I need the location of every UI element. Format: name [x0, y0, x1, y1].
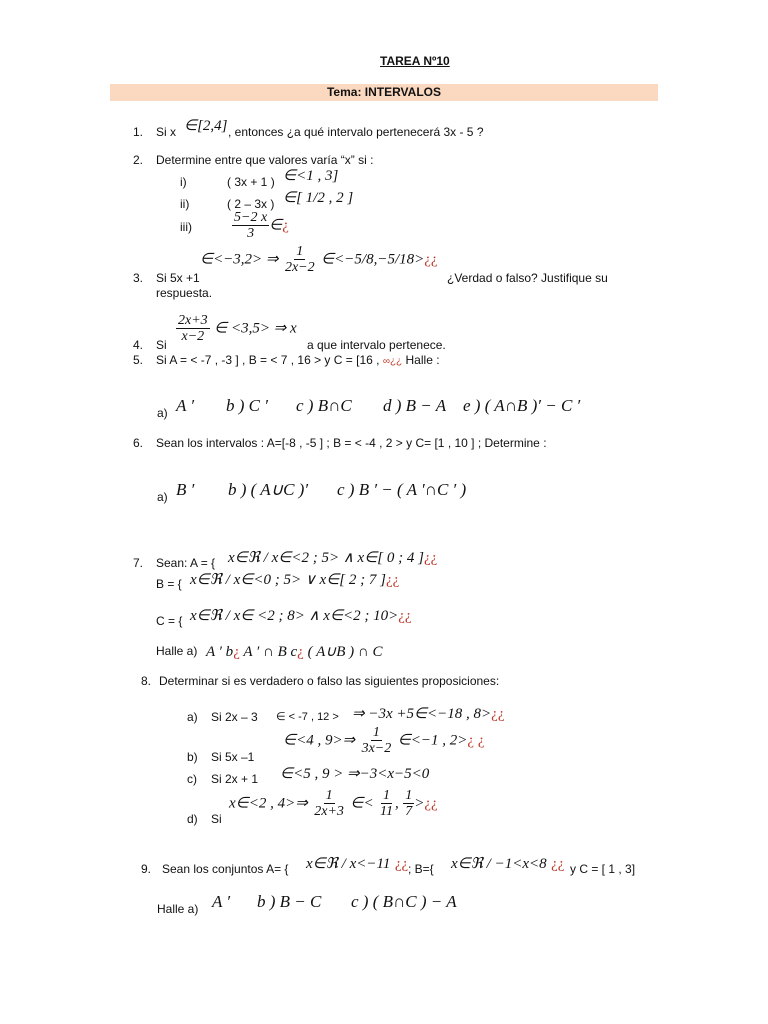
q7-c-pre: C = {	[156, 614, 183, 628]
q6-item-a: B ′	[176, 480, 195, 499]
q9-b-expr: x∈ℜ / −1<x<8	[451, 856, 547, 872]
comma: ,	[395, 795, 399, 812]
q2-ii-label: ii)	[180, 197, 190, 211]
q6-item-c: c ) B ′ − ( A ′∩C ′ )	[337, 480, 467, 499]
q7-halle: Halle a)	[156, 644, 198, 658]
q8-d-label: d)	[187, 812, 198, 826]
q8-b-fraction	[360, 725, 394, 756]
q5-item-d: d ) B − A	[383, 396, 447, 415]
theme-band	[110, 84, 658, 101]
garbled-glyph: ¿¿	[398, 608, 412, 624]
q9-item-a: A ′	[212, 892, 231, 911]
q5-a-label: a)	[157, 406, 168, 420]
garbled-glyph: ¿¿	[394, 856, 409, 872]
q2-ii-expr: ( 2 – 3x )	[227, 197, 275, 211]
q3-fraction	[283, 244, 317, 275]
q7-c-expr: x∈ℜ / x∈ <2 ; 8> ∧ x∈<2 ; 10>	[190, 608, 399, 624]
page-title: TAREA Nº10	[380, 54, 450, 68]
q9-item-c: c ) ( B∩C ) − A	[351, 892, 457, 911]
q4-fraction	[176, 313, 210, 344]
q7-halle-part2: A ′ ∩ B c	[239, 644, 298, 660]
q8-a-expr: ⇒ −3x +5∈<−18 , 8>	[352, 706, 492, 722]
q8-d-pre: Si	[211, 812, 222, 826]
q2-iii-expr	[232, 210, 289, 241]
fraction-numerator: 1	[383, 788, 391, 803]
q3-expr-b: ∈<−5/8,−5/18>	[321, 251, 425, 268]
fraction-numerator: 1	[325, 788, 333, 803]
q5-item-c: c ) B∩C	[296, 396, 352, 415]
q4-formula	[176, 313, 297, 344]
q7-halle-expr	[206, 642, 382, 661]
q2-i-expr: ( 3x + 1 )	[227, 175, 275, 189]
fraction-denominator: x−2	[181, 329, 205, 344]
fraction-denominator: 3	[247, 226, 255, 241]
garbled-glyph: ¿ ¿	[467, 732, 485, 749]
q7-a-set	[228, 548, 437, 567]
q1-number: 1.	[133, 125, 144, 139]
q2-text: Determine entre que valores varía “x” si :	[156, 153, 374, 167]
q5-item-b: b ) C ′	[226, 396, 268, 415]
garbled-glyph: ¿¿	[424, 251, 438, 268]
q5-item-e: e ) ( A∩B )′ − C ′	[463, 396, 581, 415]
q9-halle: Halle a)	[157, 902, 199, 916]
q4-expr: ∈ <3,5> ⇒ x	[214, 320, 297, 337]
q2-ii-set: ∈[ 1/2 , 2 ]	[283, 190, 354, 206]
theme-title: Tema: INTERVALOS	[326, 85, 442, 99]
q2-i-set: ∈<1 , 3]	[283, 168, 339, 184]
garbled-glyph: ¿	[297, 644, 304, 660]
q2-iii-fraction	[232, 210, 269, 241]
q8-c-expr: ∈<5 , 9 > ⇒−3<x−5<0	[280, 766, 430, 782]
q7-a-expr: x∈ℜ / x∈<2 ; 5> ∧ x∈[ 0 ; 4 ]	[228, 550, 424, 566]
q1-set: ∈[2,4]	[184, 118, 228, 134]
garbled-glyph: ∞¿¿	[382, 356, 403, 367]
q8-text: Determinar si es verdadero o falso las siguientes proposiciones:	[159, 674, 500, 688]
q9-mid: ; B={	[408, 862, 434, 876]
q7-a-pre: Sean: A = {	[156, 556, 216, 570]
q8-c-label: c)	[187, 772, 197, 786]
q7-b-set	[190, 570, 399, 589]
q3-expr-a: ∈<−3,2> ⇒	[200, 251, 279, 268]
q6-number: 6.	[133, 436, 144, 450]
fraction-denominator: 2x−2	[284, 260, 315, 275]
q8-number: 8.	[141, 674, 152, 688]
garbled-glyph: ¿¿	[424, 795, 438, 812]
q5-text	[156, 353, 440, 367]
q8-b-expr2: ∈<−1 , 2>	[397, 732, 468, 749]
fraction-denominator: 11	[380, 804, 393, 819]
q5-number: 5.	[133, 353, 144, 367]
q4-pre: Si	[156, 338, 167, 352]
element-of: ∈	[269, 217, 283, 234]
q8-a-pre: Si 2x – 3	[211, 710, 258, 724]
q8-b-pre: Si 5x –1	[211, 750, 255, 764]
q3-pre: Si 5x +1	[156, 271, 200, 285]
q9-post: y C = [ 1 , 3]	[570, 862, 636, 876]
garbled-glyph: ¿¿	[491, 706, 505, 722]
q7-b-expr: x∈ℜ / x∈<0 ; 5> ∨ x∈[ 2 ; 7 ]	[190, 572, 386, 588]
q6-text: Sean los intervalos : A=[-8 , -5 ] ; B = < -4 , 2 > y C= [1 , 10 ] ; Determine :	[156, 436, 547, 450]
q9-number: 9.	[141, 862, 152, 876]
q6-item-b: b ) ( A∪C )′	[228, 480, 309, 499]
q9-b-set	[451, 854, 564, 873]
q5-sets: Si A = < -7 , -3 ] , B = < 7 , 16 > y C = [16 ,	[156, 353, 380, 367]
q9-a-expr: x∈ℜ / x<−11	[306, 856, 391, 872]
q8-d-formula	[229, 788, 438, 819]
q6-a-label: a)	[157, 490, 168, 504]
q3-number: 3.	[133, 271, 144, 285]
garbled-glyph: ¿¿	[423, 550, 438, 566]
q8-d-expr3: >	[414, 795, 425, 812]
q4-post: a que intervalo pertenece.	[307, 338, 446, 352]
q3-question: ¿Verdad o falso? Justifique su	[447, 271, 608, 285]
q7-halle-part3: ( A∪B ) ∩ C	[303, 644, 383, 660]
fraction-numerator: 2x+3	[178, 313, 208, 328]
q8-d-expr2: ∈<	[350, 795, 374, 812]
q1-text: , entonces ¿a qué intervalo pertenecerá 3x - 5 ?	[228, 125, 484, 139]
q3-formula	[200, 244, 438, 275]
q5-item-a: A ′	[176, 396, 195, 415]
fraction-numerator: 1	[372, 725, 380, 740]
fraction-numerator: 1	[296, 244, 304, 259]
q9-a-set	[306, 854, 408, 873]
garbled-glyph: ¿	[282, 217, 289, 234]
q8-a-set: ∈ < -7 , 12 >	[276, 711, 339, 723]
q8-a-formula	[352, 704, 504, 723]
q8-a-label: a)	[187, 710, 198, 724]
q7-halle-part1: A ′ b	[206, 644, 234, 660]
garbled-glyph: ¿¿	[385, 572, 400, 588]
q2-number: 2.	[133, 153, 144, 167]
q7-number: 7.	[133, 556, 144, 570]
fraction-numerator: 1	[405, 788, 413, 803]
q8-c-pre: Si 2x + 1	[211, 772, 259, 786]
fraction-denominator: 3x−2	[361, 741, 392, 756]
q3-question-cont: respuesta.	[156, 286, 213, 300]
q7-c-set	[190, 606, 412, 625]
q2-iii-label: iii)	[180, 220, 192, 234]
fraction-denominator: 2x+3	[314, 804, 344, 819]
fraction-numerator: 5−2 x	[234, 210, 268, 225]
q8-b-expr1: ∈<4 , 9>⇒	[283, 732, 356, 749]
q8-d-fraction	[312, 788, 346, 819]
q4-number: 4.	[133, 338, 144, 352]
q9-item-b: b ) B − C	[257, 892, 322, 911]
q8-d-expr1: x∈<2 , 4>⇒	[229, 795, 308, 812]
q5-halle: Halle :	[405, 353, 440, 367]
q8-b-formula	[283, 725, 484, 756]
q8-b-label: b)	[187, 750, 198, 764]
fraction-denominator: 7	[405, 804, 413, 819]
q8-d-fraction-2	[378, 788, 395, 819]
q1-pre: Si x	[156, 125, 177, 139]
q2-i-label: i)	[180, 175, 187, 189]
q9-pre: Sean los conjuntos A= {	[162, 862, 289, 876]
garbled-glyph: ¿	[233, 644, 240, 660]
garbled-glyph: ¿¿	[551, 856, 565, 872]
q7-b-pre: B = {	[156, 577, 182, 591]
q8-d-fraction-3	[403, 788, 414, 819]
